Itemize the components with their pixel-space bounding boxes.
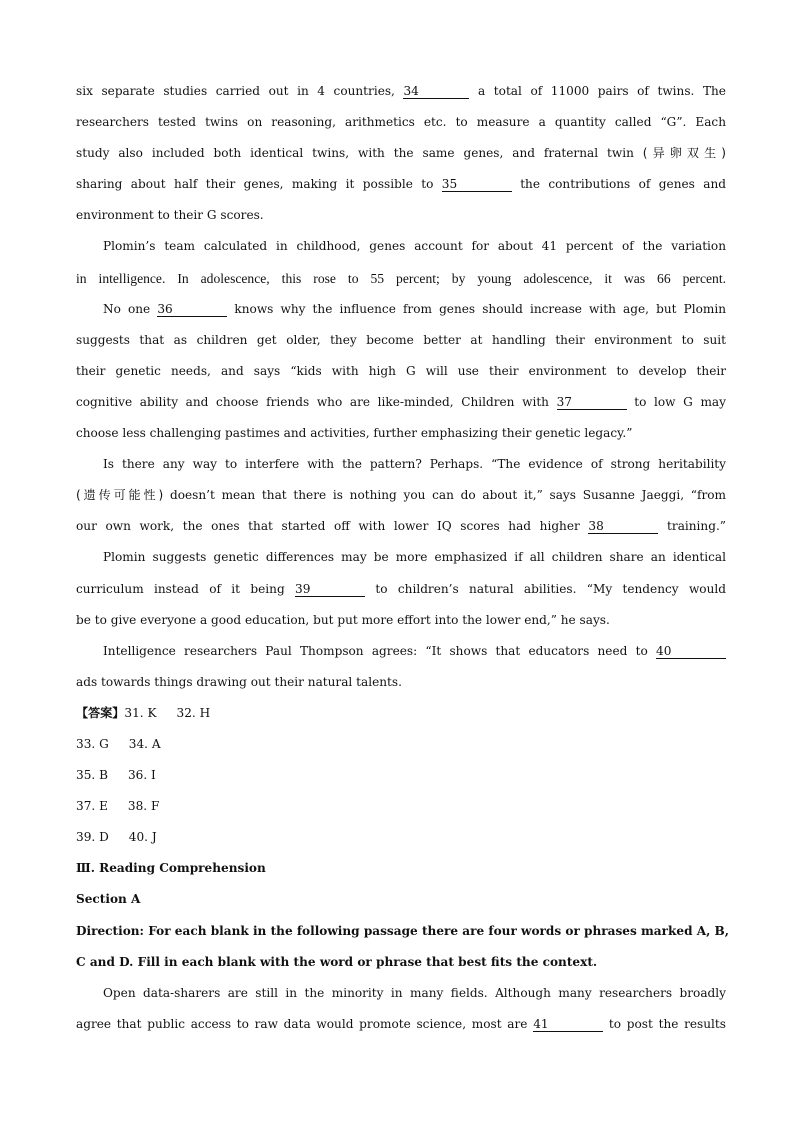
- text-line: Is there any way to interfere with the pattern? Perhaps. “The evidence of strong heritability: [103, 457, 726, 472]
- text-line: our own work, the ones that started off with lower IQ scores had higher 38 training.”: [76, 519, 726, 534]
- text-line: Open data-sharers are still in the minority in many fields. Although many researchers broadly: [103, 985, 726, 1000]
- direction-text: Direction: For each blank in the following passage there are four words or phrases marked A, B,: [76, 923, 729, 938]
- text-line: No one 36 knows why the influence from genes should increase with age, but Plomin: [103, 301, 726, 316]
- text-line: ads towards things drawing out their natural talents.: [76, 674, 402, 689]
- blank-34: 34: [403, 84, 469, 99]
- text-line: study also included both identical twins, with the same genes, and fraternal twin (异卵双生): [76, 146, 726, 161]
- answer-row: 33. G 34. A: [76, 736, 161, 751]
- answer-label: 【答案】: [76, 705, 125, 720]
- answer-row: 【答案】31. K 32. H: [76, 705, 211, 720]
- blank-37: 37: [557, 395, 627, 410]
- text-line: agree that public access to raw data would promote science, most are 41 to post the results: [76, 1016, 726, 1031]
- answer-row: 37. E 38. F: [76, 799, 160, 814]
- section-subheading: Section A: [76, 892, 141, 907]
- text-line: Intelligence researchers Paul Thompson agrees: “It shows that educators need to 40: [76, 636, 726, 667]
- text-line: environment to their G scores.: [76, 208, 264, 223]
- text-line: Plomin suggests genetic differences may be more emphasized if all children share an identical: [103, 550, 726, 565]
- text-line: in intelligence. In adolescence, this rose to 55 percent; by young adolescence, it was 66 percent.: [76, 270, 726, 286]
- answer-row: 39. D 40. J: [76, 830, 157, 845]
- blank-36: 36: [157, 302, 227, 317]
- text-line: six separate studies carried out in 4 countries, 34 a total of 11000 pairs of twins. The: [76, 84, 726, 98]
- text-line: cognitive ability and choose friends who are like-minded, Children with 37 to low G may: [76, 394, 726, 409]
- cjk-note: (遗传可能性): [76, 488, 164, 503]
- text-line: choose less challenging pastimes and activities, further emphasizing their genetic legacy.”: [76, 426, 633, 441]
- text-line: their genetic needs, and says “kids with high G will use their environment to develop their: [76, 363, 726, 378]
- text-line: (遗传可能性) doesn’t mean that there is nothing you can do about it,” says Susanne Jaeggi, “from: [76, 488, 726, 503]
- direction-text: C and D. Fill in each blank with the word or phrase that best fits the context.: [76, 954, 598, 969]
- text-line: researchers tested twins on reasoning, arithmetics etc. to measure a quantity called “G”. Each: [76, 115, 726, 130]
- blank-41: 41: [533, 1017, 603, 1032]
- blank-38: 38: [588, 519, 658, 534]
- blank-35: 35: [442, 177, 512, 192]
- text-line: Plomin’s team calculated in childhood, genes account for about 41 percent of the variation: [103, 239, 726, 254]
- text-line: suggests that as children get older, they become better at handling their environment to suit: [76, 332, 726, 347]
- blank-39: 39: [295, 582, 365, 597]
- text-line: be to give everyone a good education, but put more effort into the lower end,” he says.: [76, 612, 610, 627]
- cjk-note: (异卵双生): [642, 146, 726, 161]
- blank-40: 40: [656, 644, 726, 659]
- answer-row: 35. B 36. I: [76, 768, 156, 783]
- text-line: sharing about half their genes, making it possible to 35 the contributions of genes and: [76, 177, 726, 192]
- text-line: curriculum instead of it being 39 to children’s natural abilities. “My tendency would: [76, 581, 726, 596]
- section-heading: Ⅲ. Reading Comprehension: [76, 861, 266, 876]
